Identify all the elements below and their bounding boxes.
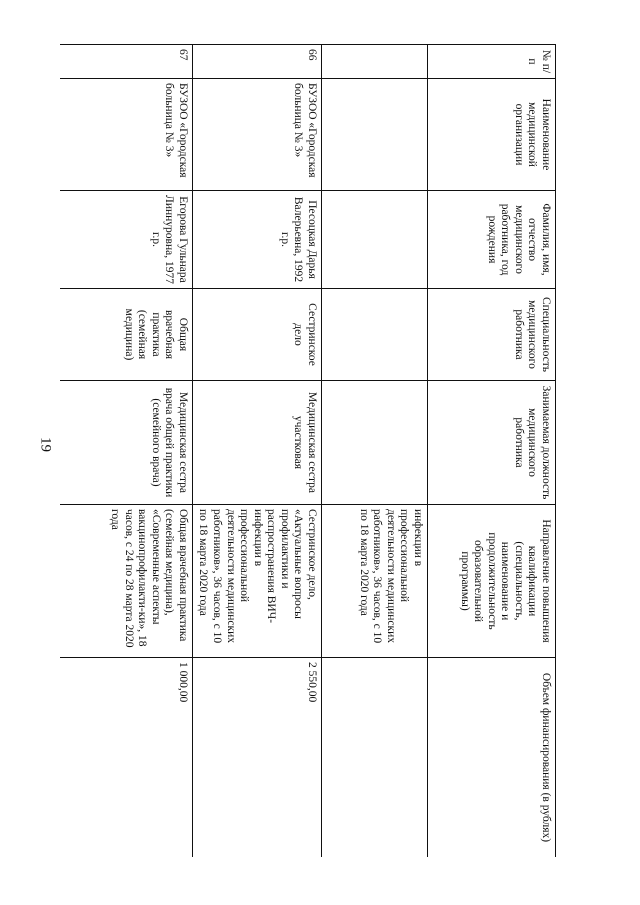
cell-position: Медицинская сестра врача общей практики (семейного врача)	[60, 381, 192, 505]
cell-direction: Сестринское дело, «Актуальные вопросы профилактики и распространения ВИЧ-инфекции в профессиональной деятельности медицинских работников», 36 часов, с 10 по 18 марта 2020 года	[192, 505, 321, 658]
cell-spec: Общая врачебная практика (семейная медицина)	[60, 289, 192, 381]
cell-num: 67	[60, 45, 192, 79]
header-spec: Специальность медицинского работника	[428, 289, 556, 381]
cell-fio	[322, 191, 428, 289]
cell-fio: Егорова Гульнара Линнуровна, 1977 г.р.	[60, 191, 192, 289]
cell-org	[322, 79, 428, 191]
page-number: 19	[37, 437, 54, 452]
cell-amount	[322, 658, 428, 858]
cell-fio: Песоцкая Дарья Валерьевна, 1992 г.р.	[192, 191, 321, 289]
cell-position: Медицинская сестра участковая	[192, 381, 321, 505]
header-num: № п/п	[428, 45, 556, 79]
cell-position	[322, 381, 428, 505]
cell-amount: 1 000,00	[60, 658, 192, 858]
cell-direction: инфекции в профессиональной деятельности медицинских работников», 36 часов, с 10 по 18 марта 2020 года	[322, 505, 428, 658]
header-row	[428, 45, 556, 858]
cell-amount: 2 550,00	[192, 658, 321, 858]
rotated-page	[60, 44, 556, 857]
header-fio: Фамилия, имя, отчество медицинского работника, год рождения	[428, 191, 556, 289]
cell-num: 66	[192, 45, 321, 79]
rotated-table-container	[60, 44, 556, 857]
table-row	[192, 45, 321, 858]
continuation-row	[322, 45, 428, 858]
header-org: Наименование медицинской организации	[428, 79, 556, 191]
cell-spec: Сестринское дело	[192, 289, 321, 381]
header-direction: Направление повышения квалификации (специальность, наименование и продолжительность образовательной программы)	[428, 505, 556, 658]
header-position: Занимаемая должность медицинского работника	[428, 381, 556, 505]
cell-direction: Общая врачебная практика (семейная медицина), «Современные аспекты вакцинопрофилакти-ки», 18 часов, с 24 по 28 марта 2020 года	[60, 505, 192, 658]
cell-num	[322, 45, 428, 79]
table-row	[60, 45, 192, 858]
header-amount: Объем финансирования (в рублях)	[428, 658, 556, 858]
cell-org: БУЗОО «Городская больница № 3»	[60, 79, 192, 191]
training-table	[60, 44, 556, 857]
cell-spec	[322, 289, 428, 381]
cell-org: БУЗОО «Городская больница № 3»	[192, 79, 321, 191]
